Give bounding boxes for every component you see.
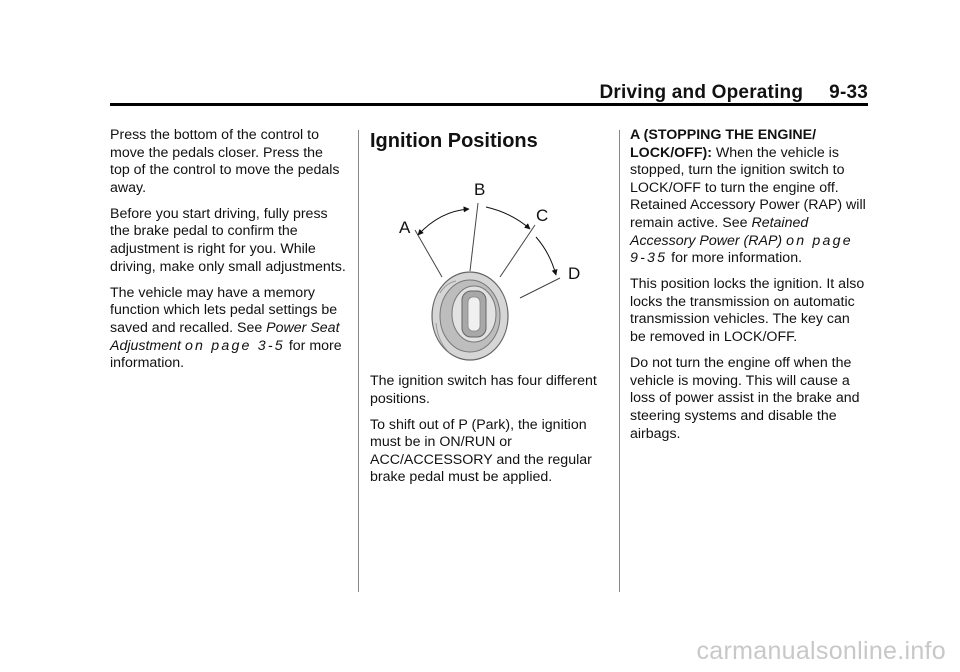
column-1 — [110, 127, 346, 381]
page-header — [110, 82, 868, 102]
cross-reference-link[interactable]: Retained Accessory Power (RAP) — [630, 214, 809, 249]
label-c: C — [536, 206, 549, 225]
paragraph: Do not turn the engine off when the vehicle is moving. This will cause a loss of power assist in the brake and steering systems and disable the airbags. — [630, 355, 860, 442]
paragraph — [630, 127, 868, 268]
watermark: carmanualsonline.info — [696, 637, 946, 665]
cross-reference-link[interactable]: Power Seat Adjustment — [110, 319, 340, 354]
arc-a-b — [418, 209, 469, 235]
paragraph: Before you start driving, fully press the brake pedal to confirm the adjustment is right for you. While driving, make only small adjustments. — [110, 205, 346, 275]
column-divider — [619, 130, 620, 592]
ignition-cylinder-icon — [432, 272, 508, 360]
arc-b-c — [486, 207, 530, 229]
paragraph: The ignition switch has four different positions. — [370, 373, 597, 407]
label-d: D — [568, 264, 581, 283]
column-2 — [370, 127, 610, 496]
position-line-a — [415, 230, 442, 277]
text: When the vehicle is stopped, turn the ignition switch to LOCK/OFF to turn the engine off. Retained Accessory Power (RAP) will remain active. See — [630, 144, 866, 231]
position-heading: A (STOPPING THE ENGINE/ LOCK/OFF): — [630, 127, 817, 161]
label-b: B — [474, 180, 486, 199]
page-number: 9-33 — [829, 82, 868, 103]
page-reference[interactable]: on page 3-5 — [184, 337, 285, 354]
section-title: Driving and Operating — [599, 82, 804, 103]
position-line-c — [500, 225, 535, 277]
text: The vehicle may have a memory function which lets pedal settings be saved and recalled. See — [110, 284, 338, 336]
arc-c-d — [536, 237, 556, 275]
header-rule — [110, 103, 868, 106]
paragraph: This position locks the ignition. It also locks the transmission on automatic transmission vehicles. The key can be removed in LOCK/OFF. — [630, 276, 865, 346]
column-divider — [358, 130, 359, 592]
text: for more information. — [667, 250, 803, 267]
section-heading: Ignition Positions — [370, 130, 538, 152]
paragraph: To shift out of P (Park), the ignition must be in ON/RUN or ACC/ACCESSORY and the regular brake pedal must be applied. — [370, 416, 592, 486]
paragraph — [110, 285, 346, 373]
ignition-diagram — [370, 173, 598, 363]
paragraph: Press the bottom of the control to move the pedals closer. Press the top of the control to move the pedals away. — [110, 127, 340, 196]
page-reference[interactable]: on page 9-35 — [630, 232, 853, 267]
position-line-d — [520, 278, 560, 298]
label-a: A — [399, 218, 411, 237]
position-line-b — [470, 203, 478, 271]
text: for more information. — [110, 337, 342, 372]
column-3 — [630, 127, 868, 452]
